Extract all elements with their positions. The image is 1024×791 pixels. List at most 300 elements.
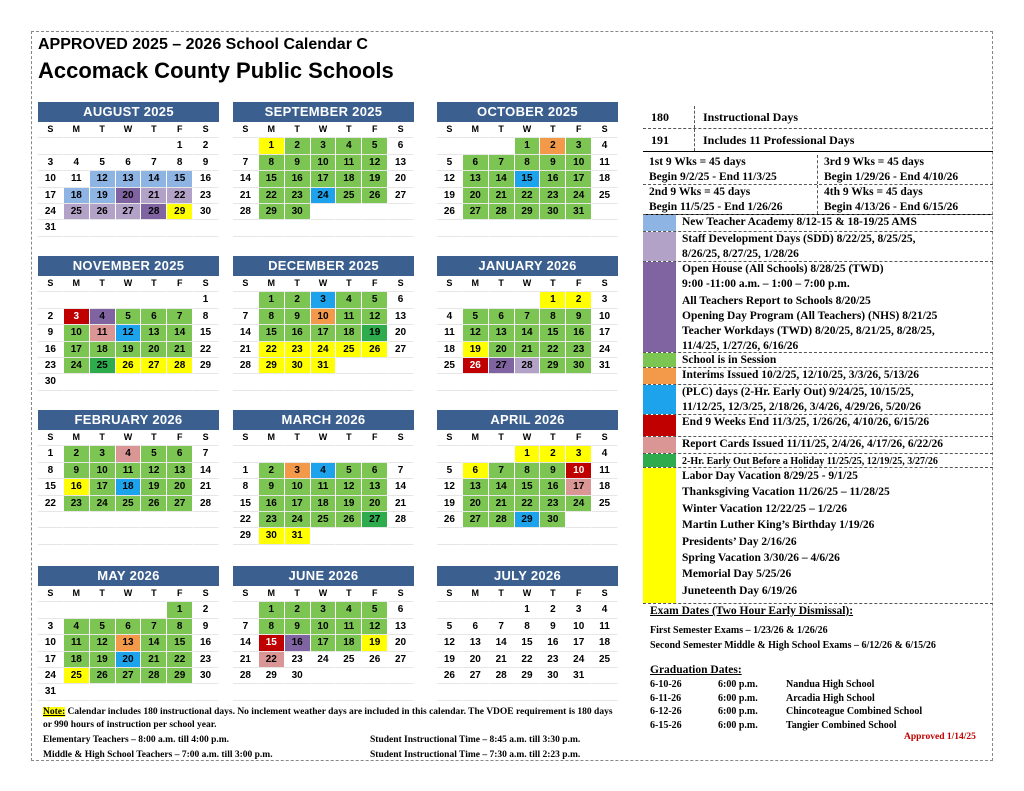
- legend-line: 11/4/25, 1/27/26, 6/16/26: [682, 340, 799, 352]
- legend-line: Memorial Day 5/25/26: [682, 568, 792, 581]
- day-cell: 7: [489, 463, 515, 479]
- day-cell: [141, 292, 167, 308]
- day-cell: 25: [336, 652, 362, 668]
- day-cell: 26: [463, 358, 489, 374]
- day-cell: 1: [515, 446, 541, 462]
- day-cell: [388, 446, 414, 462]
- graduation-date: 6-10-26: [650, 679, 682, 690]
- day-cell: 10: [90, 463, 116, 479]
- day-cell: 15: [259, 325, 285, 341]
- summary-number: 180: [643, 106, 695, 128]
- weekday-header: F: [362, 276, 388, 292]
- day-cell: [592, 528, 618, 544]
- day-cell: 16: [64, 479, 90, 495]
- day-cell: [540, 528, 566, 544]
- legend-line: 2-Hr. Early Out Before a Holiday 11/25/25, 12/19/25, 3/27/26: [682, 456, 938, 467]
- month-title: APRIL 2026: [437, 410, 618, 430]
- day-cell: 2: [540, 138, 566, 154]
- quarter-dates: Begin 11/5/25 - End 1/26/26: [649, 200, 783, 213]
- day-cell: 12: [362, 309, 388, 325]
- day-cell: 19: [336, 496, 362, 512]
- weekday-header: W: [311, 586, 337, 602]
- approved-date: Approved 1/14/25: [904, 732, 976, 742]
- weekday-header: F: [167, 586, 193, 602]
- day-cell: 31: [38, 684, 64, 700]
- day-cell: [489, 528, 515, 544]
- day-cell: 12: [437, 635, 463, 651]
- day-cell: [437, 292, 463, 308]
- weekday-header: S: [592, 586, 618, 602]
- day-cell: 11: [311, 479, 337, 495]
- day-cell: [233, 602, 259, 618]
- day-cell: 24: [38, 204, 64, 220]
- day-cell: [167, 684, 193, 700]
- legend-line: Teacher Workdays (TWD) 8/20/25, 8/21/25, 8/28/25,: [682, 325, 935, 337]
- day-cell: 26: [362, 342, 388, 358]
- quarter-4: [818, 185, 958, 214]
- day-cell: 4: [592, 602, 618, 618]
- day-cell: 12: [437, 171, 463, 187]
- day-cell: 4: [592, 446, 618, 462]
- month-title: SEPTEMBER 2025: [233, 102, 414, 122]
- day-cell: [566, 528, 592, 544]
- day-cell: 30: [540, 668, 566, 684]
- weekday-header: S: [193, 586, 219, 602]
- note-label: Note:: [43, 707, 66, 717]
- day-cell: [311, 220, 337, 236]
- weekday-header: T: [489, 276, 515, 292]
- day-cell: 10: [311, 619, 337, 635]
- day-cell: [437, 138, 463, 154]
- weekday-header: F: [362, 430, 388, 446]
- day-cell: 29: [167, 204, 193, 220]
- day-cell: 6: [463, 155, 489, 171]
- day-cell: [362, 446, 388, 462]
- day-cell: 23: [285, 342, 311, 358]
- day-cell: [336, 204, 362, 220]
- summary-label: Instructional Days: [703, 110, 799, 124]
- day-cell: [167, 374, 193, 390]
- month-grid: [437, 122, 618, 237]
- weekday-header: S: [592, 122, 618, 138]
- weekday-header: S: [38, 430, 64, 446]
- day-cell: 16: [259, 496, 285, 512]
- legend-line: Spring Vacation 3/30/26 – 4/6/26: [682, 552, 840, 565]
- day-cell: 2: [38, 309, 64, 325]
- day-cell: [285, 684, 311, 700]
- calendar-approval-title: APPROVED 2025 – 2026 School Calendar C: [38, 36, 368, 53]
- middle-high-student-time: Student Instructional Time – 7:30 a.m. till 2:23 p.m.: [370, 750, 581, 760]
- day-cell: [362, 668, 388, 684]
- day-cell: 7: [515, 309, 541, 325]
- day-cell: 24: [566, 652, 592, 668]
- day-cell: 26: [362, 188, 388, 204]
- weekday-header: S: [437, 122, 463, 138]
- day-cell: 27: [489, 358, 515, 374]
- day-cell: [193, 528, 219, 544]
- day-cell: 6: [463, 463, 489, 479]
- day-cell: 15: [193, 325, 219, 341]
- day-cell: 7: [388, 463, 414, 479]
- weekday-header: S: [437, 430, 463, 446]
- day-cell: 4: [437, 309, 463, 325]
- day-cell: [592, 374, 618, 390]
- day-cell: 28: [193, 496, 219, 512]
- day-cell: 17: [311, 171, 337, 187]
- day-cell: [90, 374, 116, 390]
- day-cell: [38, 292, 64, 308]
- day-cell: [489, 602, 515, 618]
- day-cell: 21: [489, 188, 515, 204]
- day-cell: 13: [463, 171, 489, 187]
- legend-swatch: [643, 232, 676, 261]
- day-cell: 16: [540, 635, 566, 651]
- day-cell: 27: [463, 512, 489, 528]
- legend-swatch: [643, 437, 676, 453]
- weekday-header: T: [336, 276, 362, 292]
- legend-swatch: [643, 415, 676, 436]
- weekday-header: M: [463, 276, 489, 292]
- day-cell: [311, 684, 337, 700]
- day-cell: [116, 528, 142, 544]
- day-cell: [592, 204, 618, 220]
- day-cell: 3: [566, 446, 592, 462]
- day-cell: [336, 374, 362, 390]
- day-cell: [362, 358, 388, 374]
- day-cell: 9: [259, 479, 285, 495]
- legend-line: 11/12/25, 12/3/25, 2/18/26, 3/4/26, 4/29/26, 5/20/26: [682, 401, 921, 413]
- day-cell: 5: [362, 292, 388, 308]
- month-calendar: [38, 256, 219, 391]
- weekday-header: T: [540, 276, 566, 292]
- day-cell: [463, 374, 489, 390]
- day-cell: 30: [259, 528, 285, 544]
- day-cell: [336, 446, 362, 462]
- weekday-header: M: [463, 430, 489, 446]
- legend-line: Report Cards Issued 11/11/25, 2/4/26, 4/17/26, 6/22/26: [682, 438, 944, 450]
- day-cell: 14: [515, 325, 541, 341]
- graduation-date: 6-11-26: [650, 692, 682, 704]
- day-cell: 11: [592, 463, 618, 479]
- day-cell: [259, 220, 285, 236]
- day-cell: 6: [362, 463, 388, 479]
- day-cell: 29: [193, 358, 219, 374]
- day-cell: [311, 374, 337, 390]
- day-cell: 26: [90, 204, 116, 220]
- day-cell: 31: [566, 204, 592, 220]
- day-cell: 15: [540, 325, 566, 341]
- day-cell: [515, 684, 541, 700]
- legend-swatch: [643, 385, 676, 414]
- month-grid: [233, 586, 414, 701]
- day-cell: [463, 292, 489, 308]
- day-cell: [437, 446, 463, 462]
- day-cell: 9: [64, 463, 90, 479]
- weekday-header: T: [285, 586, 311, 602]
- day-cell: 15: [515, 479, 541, 495]
- day-cell: 23: [540, 496, 566, 512]
- day-cell: [233, 292, 259, 308]
- day-cell: 18: [336, 171, 362, 187]
- day-cell: 20: [463, 496, 489, 512]
- weekday-header: M: [259, 122, 285, 138]
- day-cell: [566, 374, 592, 390]
- exam-line: Second Semester Middle & High School Exams – 6/12/26 & 6/15/26: [650, 640, 936, 651]
- summary-row: [643, 106, 993, 129]
- day-cell: 9: [285, 309, 311, 325]
- day-cell: 4: [64, 619, 90, 635]
- day-cell: [437, 220, 463, 236]
- legend-line: Labor Day Vacation 8/29/25 - 9/1/25: [682, 470, 858, 482]
- weekday-header: S: [388, 586, 414, 602]
- day-cell: [362, 684, 388, 700]
- day-cell: [233, 374, 259, 390]
- day-cell: [90, 602, 116, 618]
- month-calendar: [38, 566, 219, 701]
- quarter-row: [643, 185, 993, 215]
- day-cell: 1: [167, 602, 193, 618]
- day-cell: 3: [38, 619, 64, 635]
- day-cell: [116, 602, 142, 618]
- legend-swatch: [643, 215, 676, 231]
- day-cell: 11: [336, 155, 362, 171]
- day-cell: [90, 528, 116, 544]
- day-cell: 23: [285, 188, 311, 204]
- weekday-header: T: [489, 430, 515, 446]
- weekday-header: T: [540, 122, 566, 138]
- day-cell: 17: [311, 325, 337, 341]
- day-cell: 11: [116, 463, 142, 479]
- day-cell: 12: [116, 325, 142, 341]
- day-cell: 26: [336, 512, 362, 528]
- day-cell: 28: [388, 512, 414, 528]
- day-cell: [167, 220, 193, 236]
- day-cell: 10: [311, 309, 337, 325]
- day-cell: [90, 684, 116, 700]
- day-cell: [193, 512, 219, 528]
- day-cell: [592, 512, 618, 528]
- day-cell: 25: [64, 668, 90, 684]
- day-cell: 9: [540, 619, 566, 635]
- day-cell: [515, 292, 541, 308]
- day-cell: [90, 512, 116, 528]
- graduation-row: [650, 706, 986, 717]
- legend-line: New Teacher Academy 8/12-15 & 18-19/25 AMS: [682, 216, 917, 228]
- day-cell: 10: [566, 463, 592, 479]
- quarter-label: 3rd 9 Wks = 45 days: [824, 156, 924, 168]
- month-grid: [437, 586, 618, 701]
- day-cell: 25: [116, 496, 142, 512]
- legend-text: [682, 385, 921, 415]
- weekday-header: T: [90, 276, 116, 292]
- calendar-note: [43, 706, 623, 732]
- day-cell: 28: [233, 204, 259, 220]
- day-cell: 2: [285, 138, 311, 154]
- district-title: Accomack County Public Schools: [38, 58, 394, 83]
- day-cell: 8: [193, 309, 219, 325]
- day-cell: 25: [90, 358, 116, 374]
- weekday-header: S: [592, 430, 618, 446]
- month-grid: [38, 430, 219, 545]
- day-cell: 27: [463, 668, 489, 684]
- day-cell: 24: [311, 188, 337, 204]
- day-cell: [193, 684, 219, 700]
- month-title: NOVEMBER 2025: [38, 256, 219, 276]
- day-cell: [167, 512, 193, 528]
- weekday-header: T: [285, 276, 311, 292]
- elementary-teacher-hours: Elementary Teachers – 8:00 a.m. till 4:00 p.m.: [43, 735, 230, 745]
- day-cell: 16: [566, 325, 592, 341]
- legend-divider: [643, 603, 993, 604]
- weekday-header: W: [515, 276, 541, 292]
- day-cell: 28: [489, 668, 515, 684]
- day-cell: [233, 684, 259, 700]
- day-cell: 3: [311, 292, 337, 308]
- day-cell: 15: [167, 171, 193, 187]
- day-cell: 24: [90, 496, 116, 512]
- day-cell: 20: [388, 635, 414, 651]
- day-cell: 30: [285, 204, 311, 220]
- day-cell: 8: [167, 619, 193, 635]
- month-title: DECEMBER 2025: [233, 256, 414, 276]
- day-cell: [489, 374, 515, 390]
- day-cell: 15: [38, 479, 64, 495]
- day-cell: 30: [38, 374, 64, 390]
- day-cell: 9: [540, 155, 566, 171]
- month-grid: [233, 122, 414, 237]
- legend-line: Martin Luther King’s Birthday 1/19/26: [682, 519, 875, 532]
- day-cell: 10: [311, 155, 337, 171]
- day-cell: 27: [388, 342, 414, 358]
- weekday-header: S: [193, 122, 219, 138]
- day-cell: 23: [64, 496, 90, 512]
- day-cell: [64, 602, 90, 618]
- quarter-2: [643, 185, 818, 214]
- day-cell: 13: [116, 171, 142, 187]
- weekday-header: M: [259, 430, 285, 446]
- day-cell: 18: [592, 171, 618, 187]
- day-cell: 3: [38, 155, 64, 171]
- month-title: JANUARY 2026: [437, 256, 618, 276]
- day-cell: [463, 602, 489, 618]
- day-cell: 18: [592, 479, 618, 495]
- weekday-header: M: [64, 276, 90, 292]
- day-cell: [233, 220, 259, 236]
- day-cell: 24: [38, 668, 64, 684]
- legend-text: [682, 215, 917, 230]
- day-cell: 26: [141, 496, 167, 512]
- day-cell: 20: [388, 171, 414, 187]
- summary-label: Includes 11 Professional Days: [703, 133, 855, 147]
- day-cell: 17: [566, 635, 592, 651]
- day-cell: 21: [489, 652, 515, 668]
- day-cell: 17: [38, 188, 64, 204]
- day-cell: 4: [336, 292, 362, 308]
- graduation-time: 6:00 p.m.: [718, 706, 758, 717]
- day-cell: 16: [540, 479, 566, 495]
- day-cell: 13: [489, 325, 515, 341]
- weekday-header: W: [515, 430, 541, 446]
- day-cell: 4: [592, 138, 618, 154]
- day-cell: [64, 292, 90, 308]
- summary-table: [643, 106, 993, 152]
- month-title: AUGUST 2025: [38, 102, 219, 122]
- weekday-header: W: [116, 430, 142, 446]
- day-cell: 5: [116, 309, 142, 325]
- day-cell: [463, 684, 489, 700]
- day-cell: [141, 684, 167, 700]
- day-cell: 1: [193, 292, 219, 308]
- day-cell: [540, 220, 566, 236]
- day-cell: 21: [233, 188, 259, 204]
- day-cell: [489, 446, 515, 462]
- day-cell: [437, 374, 463, 390]
- day-cell: [38, 602, 64, 618]
- legend-text: [682, 232, 916, 262]
- month-grid: [233, 276, 414, 391]
- day-cell: 10: [38, 171, 64, 187]
- day-cell: 18: [336, 325, 362, 341]
- day-cell: 25: [592, 188, 618, 204]
- day-cell: 29: [515, 668, 541, 684]
- day-cell: 26: [437, 668, 463, 684]
- day-cell: 11: [64, 635, 90, 651]
- day-cell: 8: [259, 309, 285, 325]
- day-cell: 9: [193, 619, 219, 635]
- weekday-header: T: [489, 586, 515, 602]
- day-cell: [489, 138, 515, 154]
- day-cell: 16: [285, 171, 311, 187]
- quarter-label: 1st 9 Wks = 45 days: [649, 156, 746, 168]
- day-cell: 19: [437, 496, 463, 512]
- day-cell: 20: [167, 479, 193, 495]
- day-cell: 27: [388, 188, 414, 204]
- day-cell: 30: [285, 668, 311, 684]
- weekday-header: M: [463, 122, 489, 138]
- day-cell: 18: [592, 635, 618, 651]
- day-cell: [64, 220, 90, 236]
- day-cell: [233, 446, 259, 462]
- weekday-header: F: [167, 276, 193, 292]
- day-cell: 15: [259, 635, 285, 651]
- day-cell: 22: [233, 512, 259, 528]
- day-cell: 25: [592, 652, 618, 668]
- weekday-header: T: [489, 122, 515, 138]
- day-cell: 1: [167, 138, 193, 154]
- legend-line: All Teachers Report to Schools 8/20/25: [682, 295, 871, 307]
- exam-dates-title: Exam Dates (Two Hour Early Dismissal):: [650, 605, 854, 617]
- day-cell: 7: [141, 155, 167, 171]
- month-calendar: [437, 410, 618, 545]
- graduation-title: Graduation Dates:: [650, 664, 742, 676]
- day-cell: 11: [592, 619, 618, 635]
- day-cell: 11: [90, 325, 116, 341]
- day-cell: [336, 684, 362, 700]
- day-cell: [437, 684, 463, 700]
- day-cell: 14: [141, 171, 167, 187]
- weekday-header: W: [116, 276, 142, 292]
- day-cell: 20: [463, 652, 489, 668]
- graduation-time: 6:00 p.m.: [718, 692, 758, 704]
- graduation-time: 6:00 p.m.: [718, 679, 758, 690]
- month-calendar: [437, 566, 618, 701]
- day-cell: 14: [233, 171, 259, 187]
- day-cell: 30: [193, 204, 219, 220]
- day-cell: 6: [388, 138, 414, 154]
- day-cell: 25: [336, 188, 362, 204]
- day-cell: 20: [116, 652, 142, 668]
- day-cell: 19: [437, 652, 463, 668]
